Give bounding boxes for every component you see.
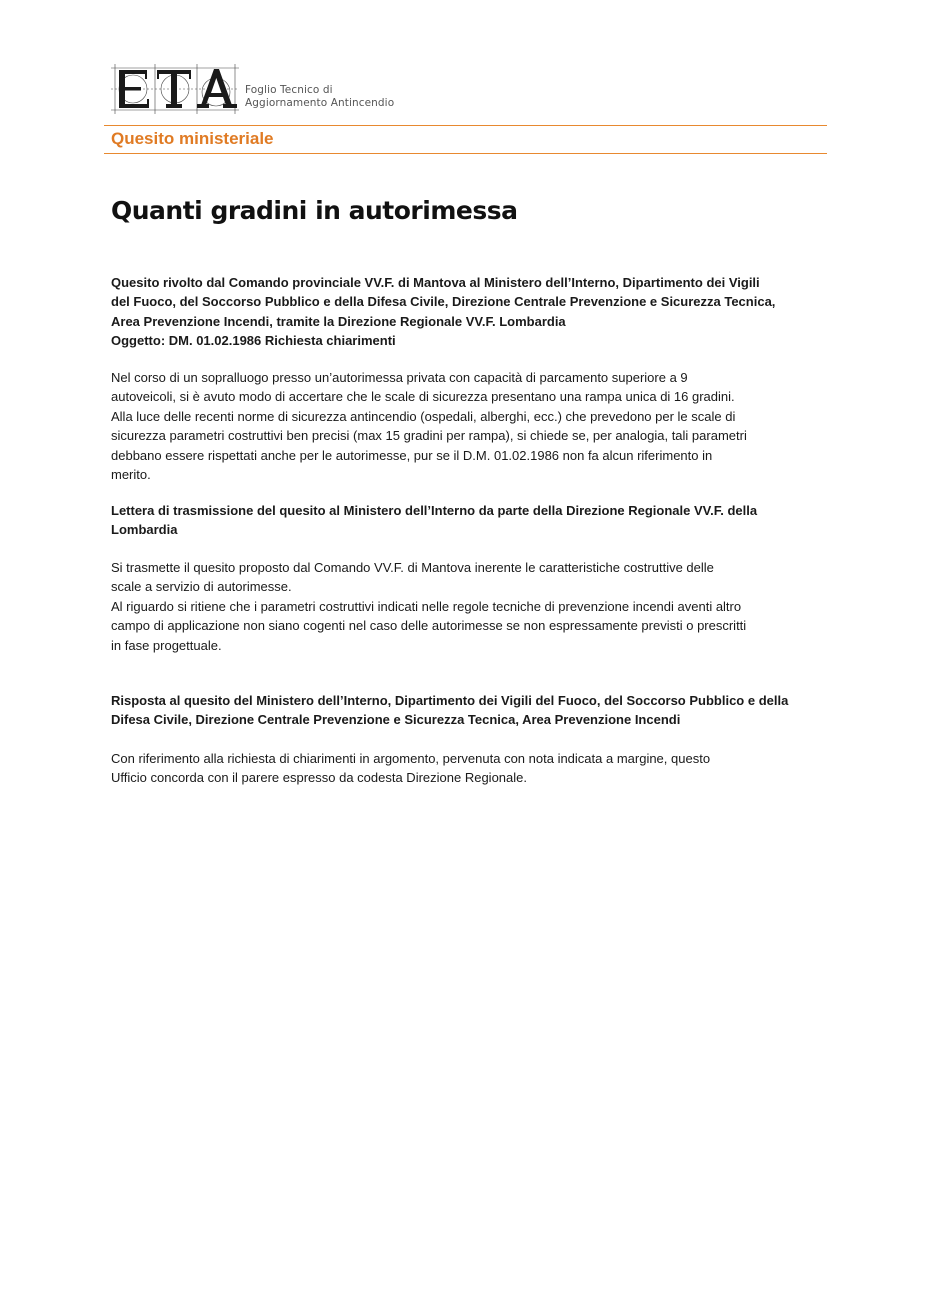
transmission-body-line: Si trasmette il quesito proposto dal Comando VV.F. di Mantova inerente le caratteristiche costruttive delle xyxy=(111,560,714,575)
transmission-heading-line: Lombardia xyxy=(111,522,178,538)
transmission-body-line: Al riguardo si ritiene che i parametri costruttivi indicati nelle regole tecniche di prevenzione incendi aventi altro xyxy=(111,598,742,614)
header-rule-top xyxy=(104,125,827,126)
transmission-body-line: scale a servizio di autorimesse. xyxy=(111,579,292,595)
transmission-body-line: in fase progettuale. xyxy=(111,637,222,653)
logo-tagline-line2: Aggiornamento Antincendio xyxy=(245,97,395,109)
section-label: Quesito ministeriale xyxy=(111,129,274,148)
logo xyxy=(111,64,411,114)
question-intro-line: Area Prevenzione Incendi, tramite la Direzione Regionale VV.F. Lombardia xyxy=(111,313,566,329)
answer-body-line: Ufficio concorda con il parere espresso da codesta Direzione Regionale. xyxy=(111,770,527,786)
logo-tagline xyxy=(245,84,394,110)
transmission-heading xyxy=(111,501,827,540)
question-body-line: autoveicoli, si è avuto modo di accertare che le scale di sicurezza presentano una rampa unica di 16 gradini. xyxy=(111,389,735,405)
answer-heading-line: Difesa Civile, Direzione Centrale Prevenzione e Sicurezza Tecnica, Area Prevenzione Incendi xyxy=(111,712,681,728)
question-body-line: merito. xyxy=(111,467,151,483)
transmission-heading-line: Lettera di trasmissione del quesito al Ministero dell’Interno da parte della Direzione Regionale VV.F. della xyxy=(111,503,758,518)
question-body-line: Alla luce delle recenti norme di sicurezza antincendio (ospedali, alberghi, ecc.) che prevedono per le scale di xyxy=(111,408,736,424)
answer-body xyxy=(111,749,827,788)
logo-tagline-line1: Foglio Tecnico di xyxy=(245,84,333,96)
answer-heading-line: Risposta al quesito del Ministero dell’Interno, Dipartimento dei Vigili del Fuoco, del Soccorso Pubblico e della xyxy=(111,693,789,708)
question-body-line: sicurezza parametri costruttivi ben precisi (max 15 gradini per rampa), si chiede se, per analogia, tali parametri xyxy=(111,428,747,444)
question-intro-line: del Fuoco, del Soccorso Pubblico e della Difesa Civile, Direzione Centrale Prevenzione e Sicurezza Tecnica, xyxy=(111,294,776,310)
question-body xyxy=(111,368,827,484)
question-subject-line: Oggetto: DM. 01.02.1986 Richiesta chiarimenti xyxy=(111,333,396,349)
transmission-body-line: campo di applicazione non siano cogenti nel caso delle autorimesse se non espressamente previsti o prescritti xyxy=(111,618,747,634)
answer-body-line: Con riferimento alla richiesta di chiarimenti in argomento, pervenuta con nota indicata a margine, questo xyxy=(111,751,711,766)
transmission-body xyxy=(111,558,827,655)
question-intro xyxy=(111,273,827,351)
answer-heading xyxy=(111,691,827,730)
page-title: Quanti gradini in autorimessa xyxy=(111,196,518,225)
question-body-line: debbano essere rispettati anche per le autorimesse, pur se il D.M. 01.02.1986 non fa alcun riferimento in xyxy=(111,447,713,463)
question-body-line: Nel corso di un sopralluogo presso un’autorimessa privata con capacità di parcamento superiore a 9 xyxy=(111,370,688,385)
header-rule-bottom xyxy=(104,153,827,154)
eta-logo-icon xyxy=(111,64,239,114)
question-intro-line: Quesito rivolto dal Comando provinciale VV.F. di Mantova al Ministero dell’Interno, Dipartimento dei Vigili xyxy=(111,275,760,290)
